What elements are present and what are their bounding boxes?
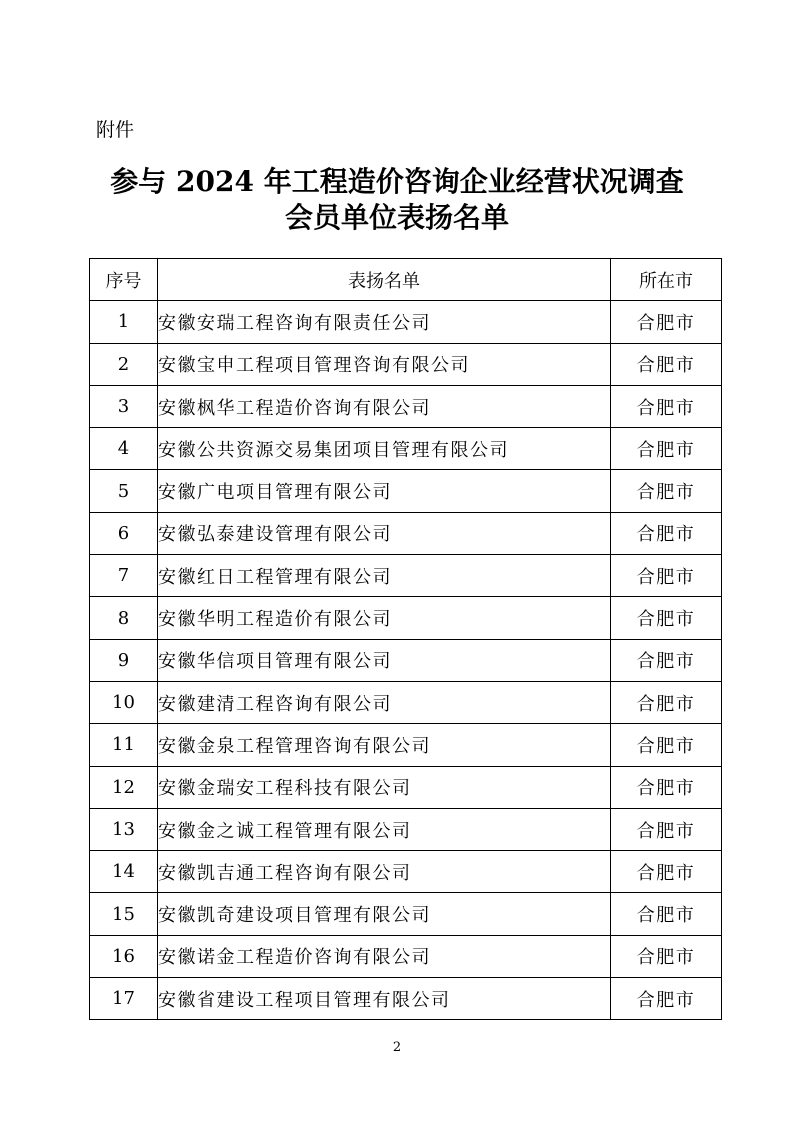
row-city: 合肥市 bbox=[611, 555, 722, 597]
row-city: 合肥市 bbox=[611, 301, 722, 343]
row-company-name: 安徽诺金工程造价咨询有限公司 bbox=[158, 935, 611, 977]
table-row bbox=[90, 808, 722, 850]
row-city: 合肥市 bbox=[611, 470, 722, 512]
table-row bbox=[90, 597, 722, 639]
row-city: 合肥市 bbox=[611, 808, 722, 850]
table-row bbox=[90, 851, 722, 893]
row-index: 7 bbox=[90, 555, 158, 597]
row-company-name: 安徽宝申工程项目管理咨询有限公司 bbox=[158, 343, 611, 385]
row-company-name: 安徽金泉工程管理咨询有限公司 bbox=[158, 724, 611, 766]
row-city: 合肥市 bbox=[611, 512, 722, 554]
page-number: 2 bbox=[392, 1040, 402, 1055]
row-index: 11 bbox=[90, 724, 158, 766]
row-company-name: 安徽华信项目管理有限公司 bbox=[158, 639, 611, 681]
row-city: 合肥市 bbox=[611, 978, 722, 1020]
attachment-label: 附件 bbox=[96, 119, 135, 141]
row-city: 合肥市 bbox=[611, 428, 722, 470]
header-city: 所在市 bbox=[611, 259, 722, 301]
row-index: 9 bbox=[90, 639, 158, 681]
row-city: 合肥市 bbox=[611, 639, 722, 681]
row-index: 10 bbox=[90, 681, 158, 723]
row-index: 15 bbox=[90, 893, 158, 935]
table-row bbox=[90, 301, 722, 343]
row-company-name: 安徽建清工程咨询有限公司 bbox=[158, 681, 611, 723]
row-company-name: 安徽公共资源交易集团项目管理有限公司 bbox=[158, 428, 611, 470]
row-company-name: 安徽华明工程造价有限公司 bbox=[158, 597, 611, 639]
row-index: 8 bbox=[90, 597, 158, 639]
table-row bbox=[90, 893, 722, 935]
table-row bbox=[90, 935, 722, 977]
table-row bbox=[90, 639, 722, 681]
row-index: 4 bbox=[90, 428, 158, 470]
header-name: 表扬名单 bbox=[158, 259, 611, 301]
row-company-name: 安徽枫华工程造价咨询有限公司 bbox=[158, 385, 611, 427]
commendation-table bbox=[89, 258, 722, 1020]
row-index: 14 bbox=[90, 851, 158, 893]
row-company-name: 安徽红日工程管理有限公司 bbox=[158, 555, 611, 597]
row-index: 2 bbox=[90, 343, 158, 385]
table-row bbox=[90, 681, 722, 723]
row-company-name: 安徽省建设工程项目管理有限公司 bbox=[158, 978, 611, 1020]
header-index: 序号 bbox=[90, 259, 158, 301]
row-company-name: 安徽广电项目管理有限公司 bbox=[158, 470, 611, 512]
row-company-name: 安徽金之诚工程管理有限公司 bbox=[158, 808, 611, 850]
row-index: 3 bbox=[90, 385, 158, 427]
row-city: 合肥市 bbox=[611, 851, 722, 893]
row-company-name: 安徽凯吉通工程咨询有限公司 bbox=[158, 851, 611, 893]
table-row bbox=[90, 512, 722, 554]
row-city: 合肥市 bbox=[611, 597, 722, 639]
row-city: 合肥市 bbox=[611, 343, 722, 385]
row-index: 5 bbox=[90, 470, 158, 512]
row-city: 合肥市 bbox=[611, 935, 722, 977]
row-company-name: 安徽弘泰建设管理有限公司 bbox=[158, 512, 611, 554]
table-row bbox=[90, 343, 722, 385]
row-index: 17 bbox=[90, 978, 158, 1020]
row-index: 16 bbox=[90, 935, 158, 977]
table-row bbox=[90, 555, 722, 597]
table-row bbox=[90, 385, 722, 427]
table-row bbox=[90, 978, 722, 1020]
row-company-name: 安徽凯奇建设项目管理有限公司 bbox=[158, 893, 611, 935]
table-row bbox=[90, 428, 722, 470]
table-row bbox=[90, 766, 722, 808]
table-row bbox=[90, 470, 722, 512]
table-row bbox=[90, 724, 722, 766]
row-company-name: 安徽安瑞工程咨询有限责任公司 bbox=[158, 301, 611, 343]
row-index: 12 bbox=[90, 766, 158, 808]
row-city: 合肥市 bbox=[611, 385, 722, 427]
table-header-row bbox=[90, 259, 722, 301]
row-city: 合肥市 bbox=[611, 893, 722, 935]
row-index: 6 bbox=[90, 512, 158, 554]
row-city: 合肥市 bbox=[611, 724, 722, 766]
document-title-line1: 参与 2024 年工程造价咨询企业经营状况调查 bbox=[110, 165, 684, 198]
row-company-name: 安徽金瑞安工程科技有限公司 bbox=[158, 766, 611, 808]
row-city: 合肥市 bbox=[611, 681, 722, 723]
row-index: 13 bbox=[90, 808, 158, 850]
document-title-line2: 会员单位表扬名单 bbox=[284, 201, 509, 234]
row-index: 1 bbox=[90, 301, 158, 343]
row-city: 合肥市 bbox=[611, 766, 722, 808]
